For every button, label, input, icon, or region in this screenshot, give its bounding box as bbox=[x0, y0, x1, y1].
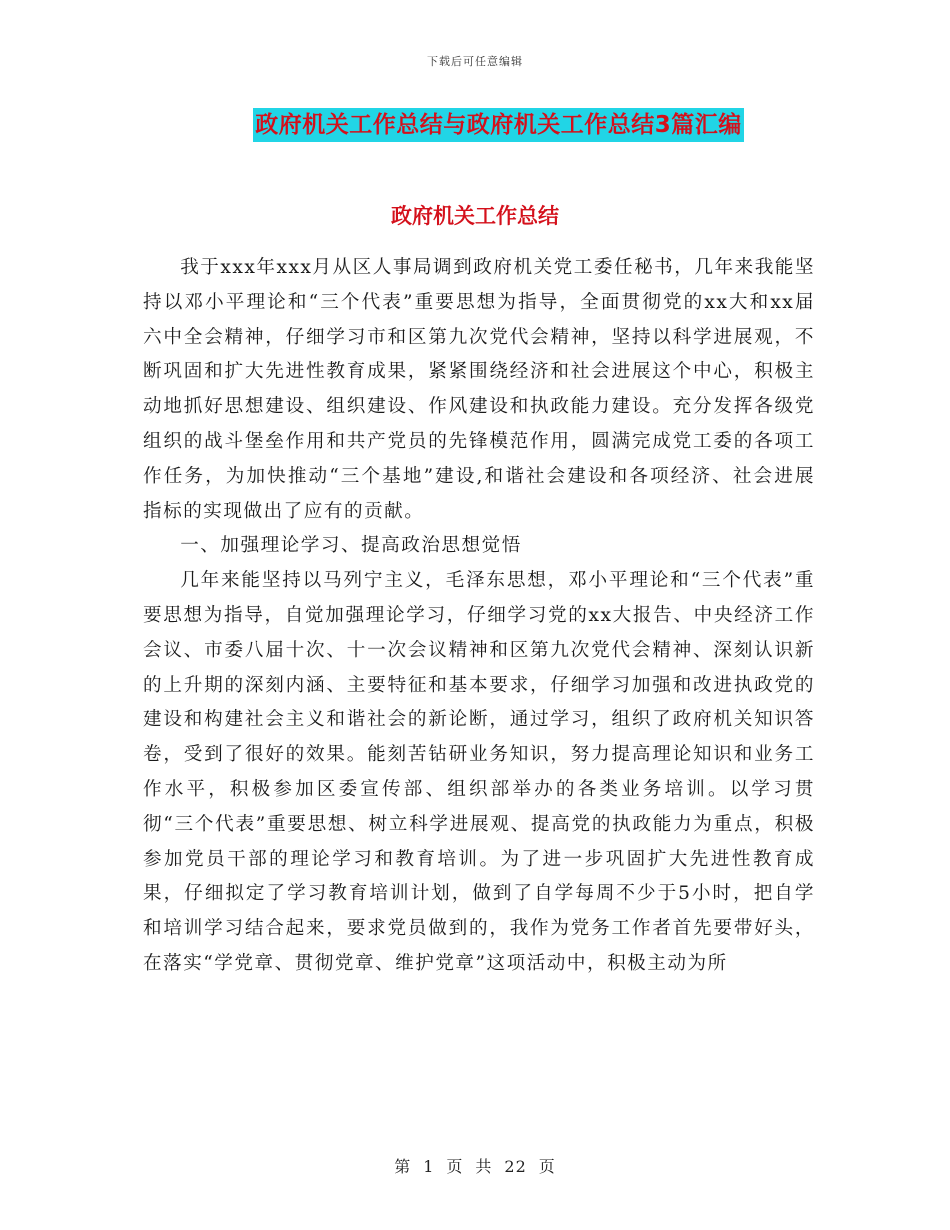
footer-current-page: 1 bbox=[423, 1157, 435, 1176]
page-footer bbox=[0, 1154, 950, 1177]
footer-total-unit: 页 bbox=[538, 1157, 556, 1176]
section-title: 政府机关工作总结 bbox=[391, 204, 559, 228]
footer-page-unit: 页 bbox=[446, 1157, 464, 1176]
document-title: 政府机关工作总结与政府机关工作总结3篇汇编 bbox=[253, 108, 744, 142]
footer-total-label: 共 bbox=[475, 1157, 493, 1176]
document-body bbox=[143, 251, 815, 982]
document-title-wrap bbox=[0, 108, 950, 142]
header-note: 下载后可任意编辑 bbox=[427, 55, 523, 68]
paragraph-intro: 我于xxx年xxx月从区人事局调到政府机关党工委任秘书，几年来我能坚持以邓小平理论和“三个代表”重要思想为指导，全面贯彻党的xx大和xx届六中全会精神，仔细学习市和区第九次党代会精神，坚持以科学进展观，不断巩固和扩大先进性教育成果，紧紧围绕经济和社会进展这个中心，积极主动地抓好思想建设、组织建设、作风建设和执政能力建设。充分发挥各级党组织的战斗堡垒作用和共产党员的先锋模范作用，圆满完成党工委的各项工作任务，为加快推动“三个基地”建设,和谐社会建设和各项经济、社会进展指标的实现做出了应有的贡献。 bbox=[143, 257, 815, 522]
paragraph-heading-1: 一、加强理论学习、提高政治思想觉悟 bbox=[180, 535, 522, 557]
footer-total-pages: 22 bbox=[504, 1157, 527, 1176]
paragraph-theory-study: 几年来能坚持以马列宁主义，毛泽东思想，邓小平理论和“三个代表”重要思想为指导，自觉加强理论学习，仔细学习党的xx大报告、中央经济工作会议、市委八届十次、十一次会议精神和区第九次党代会精神、深刻认识新的上升期的深刻内涵、主要特征和基本要求，仔细学习加强和改进执政党的建设和构建社会主义和谐社会的新论断，通过学习，组织了政府机关知识答卷，受到了很好的效果。能刻苦钻研业务知识，努力提高理论知识和业务工作水平，积极参加区委宣传部、组织部举办的各类业务培训。以学习贯彻“三个代表”重要思想、树立科学进展观、提高党的执政能力为重点，积极参加党员干部的理论学习和教育培训。为了进一步巩固扩大先进性教育成果，仔细拟定了学习教育培训计划，做到了自学每周不少于5小时，把自学和培训学习结合起来，要求党员做到的，我作为党务工作者首先要带好头，在落实“学党章、贯彻党章、维护党章”这项活动中，积极主动为所 bbox=[143, 570, 815, 974]
footer-page-label: 第 bbox=[394, 1157, 412, 1176]
